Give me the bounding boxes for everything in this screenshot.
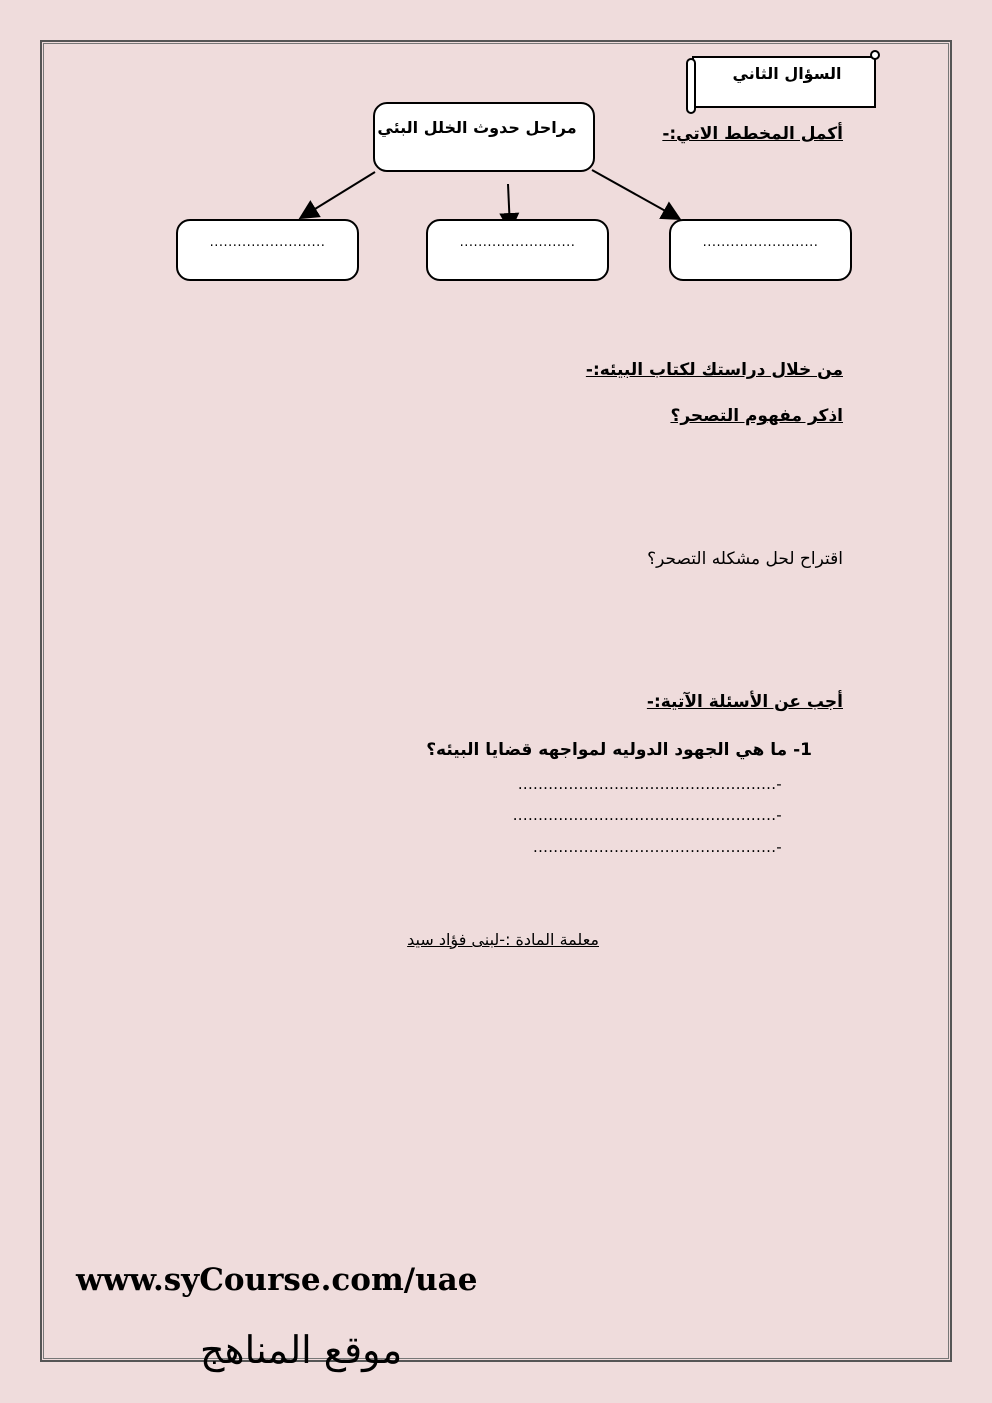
brand-watermark: موقع المناهج: [200, 1328, 403, 1372]
answer-line-3[interactable]: -................................................: [533, 838, 782, 856]
question-1-text: ما هي الجهود الدوليه لمواجهه قضايا البيئه؟: [426, 740, 788, 760]
arrow-right: [592, 170, 678, 218]
arrow-left: [302, 172, 375, 217]
diagram-leaf-blank: .........................: [209, 235, 326, 250]
section-intro: من خلال دراستك لكتاب البيئه:-: [585, 360, 843, 380]
answer-heading: أجب عن الأسئلة الآتية:-: [646, 692, 843, 712]
diagram-root-label: مراحل حدوث الخلل البئي: [377, 118, 577, 137]
question-suggest-solution: اقتراح لحل مشكله التصحر؟: [647, 549, 843, 569]
question-tag-label: السؤال الثاني: [732, 64, 842, 83]
diagram-leaf-left[interactable]: [176, 219, 359, 281]
question-1: [426, 740, 812, 760]
instruction-complete: أكمل المخطط الاتي:-: [662, 124, 843, 144]
question-1-number: 1-: [793, 740, 812, 760]
question-define-desertification: اذكر مفهوم التصحر؟: [670, 406, 843, 426]
website-url: www.syCourse.com/uae: [76, 1262, 478, 1298]
answer-line-2[interactable]: -....................................................: [512, 806, 782, 824]
answer-line-1[interactable]: -...................................................: [517, 775, 782, 793]
diagram-leaf-blank: .........................: [459, 235, 576, 250]
diagram-leaf-right[interactable]: [669, 219, 852, 281]
teacher-signature-line: معلمة المادة :-لبنى فؤاد سيد: [407, 930, 599, 949]
diagram-root-node: [373, 102, 595, 172]
diagram-leaf-blank: .........................: [702, 235, 819, 250]
diagram-leaf-middle[interactable]: [426, 219, 609, 281]
